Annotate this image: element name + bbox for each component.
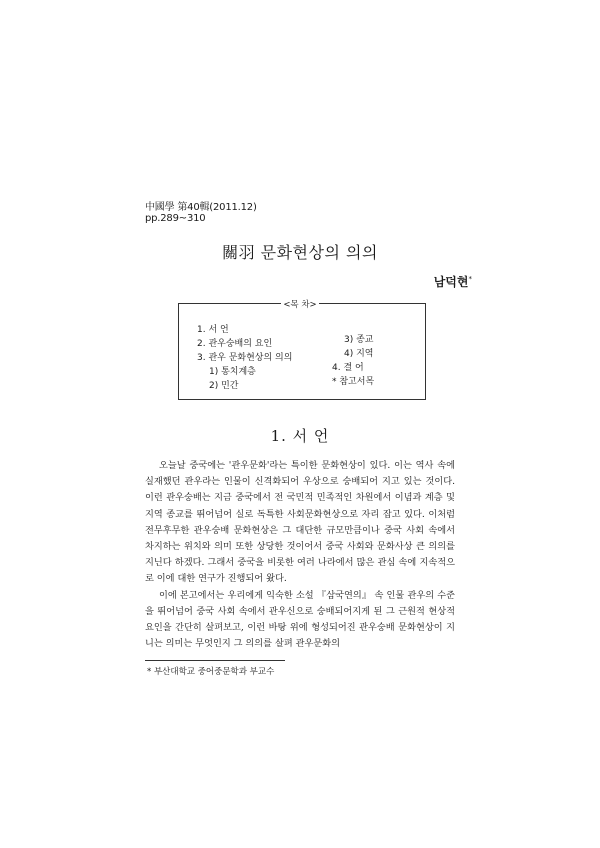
journal-name: 中國學 第40輯(2011.12) [145,202,257,213]
author [434,273,472,290]
journal-info [145,202,257,224]
toc-item: 1. 서 언 [197,325,229,335]
journal-pages: pp.289~310 [145,213,206,224]
toc-right-column [332,333,374,389]
section-heading: 1. 서 언 [270,427,330,445]
paragraph: 이에 본고에서는 우리에게 익숙한 소설 『삼국연의』 속 인물 관우의 수준을 뛰어넘어 중국 사회 속에서 관우신으로 숭배되어지게 된 그 근원적 현상적 요인을 간단히 살펴보고, 이런 바탕 위에 형성되어진 관우숭배 문화현상이 지니는 의미는 무엇인지 그 의의를 살펴 관우문화의 [145,589,455,650]
toc-item: 3. 관우 문화현상의 의의 [197,353,293,363]
toc-item: 2. 관우숭배의 요인 [197,339,273,349]
footnote: * 부산대학교 중어중문학과 부교수 [147,667,275,677]
toc-heading: <목 차> [283,300,317,310]
author-footnote-mark: * [468,275,472,283]
paper-title: 關羽 문화현상의 의의 [222,243,378,262]
toc-left-column [197,323,292,393]
toc-subitem: 1) 통치계층 [209,367,256,377]
footnote-divider [145,660,285,661]
toc-item: * 참고서목 [332,377,375,387]
paragraph: 오늘날 중국에는 '관우문화'라는 특이한 문화현상이 있다. 이는 역사 속에 실재했던 관우라는 인물이 신격화되어 우상으로 숭배되어 지고 있는 것이다. 이런 관우숭배는 지금 중국에서 전 국민적 민족적인 차원에서 이념과 계층 및 지역 종교를 뛰어넘어 실로 독특한 사회문화현상으로 자리 잡고 있다. 이처럼 전무후무한 관우숭배 문화현상은 그 대단한 규모만큼이나 중국 사회 속에서 차지하는 위치와 의미 또한 상당한 것이어서 중국 사회와 문화사상 큰 의의를 지닌다 하겠다. 그래서 중국을 비롯한 여러 나라에서 많은 관심 속에 지속적으로 이에 대한 연구가 진행되어 왔다. [145,460,455,585]
author-name: 남덕현 [433,275,469,289]
toc-subitem: 2) 민간 [209,381,239,391]
body-text [145,458,455,652]
toc-subitem: 3) 종교 [344,335,374,345]
toc-item: 4. 결 어 [332,363,364,373]
toc-subitem: 4) 지역 [344,349,374,359]
